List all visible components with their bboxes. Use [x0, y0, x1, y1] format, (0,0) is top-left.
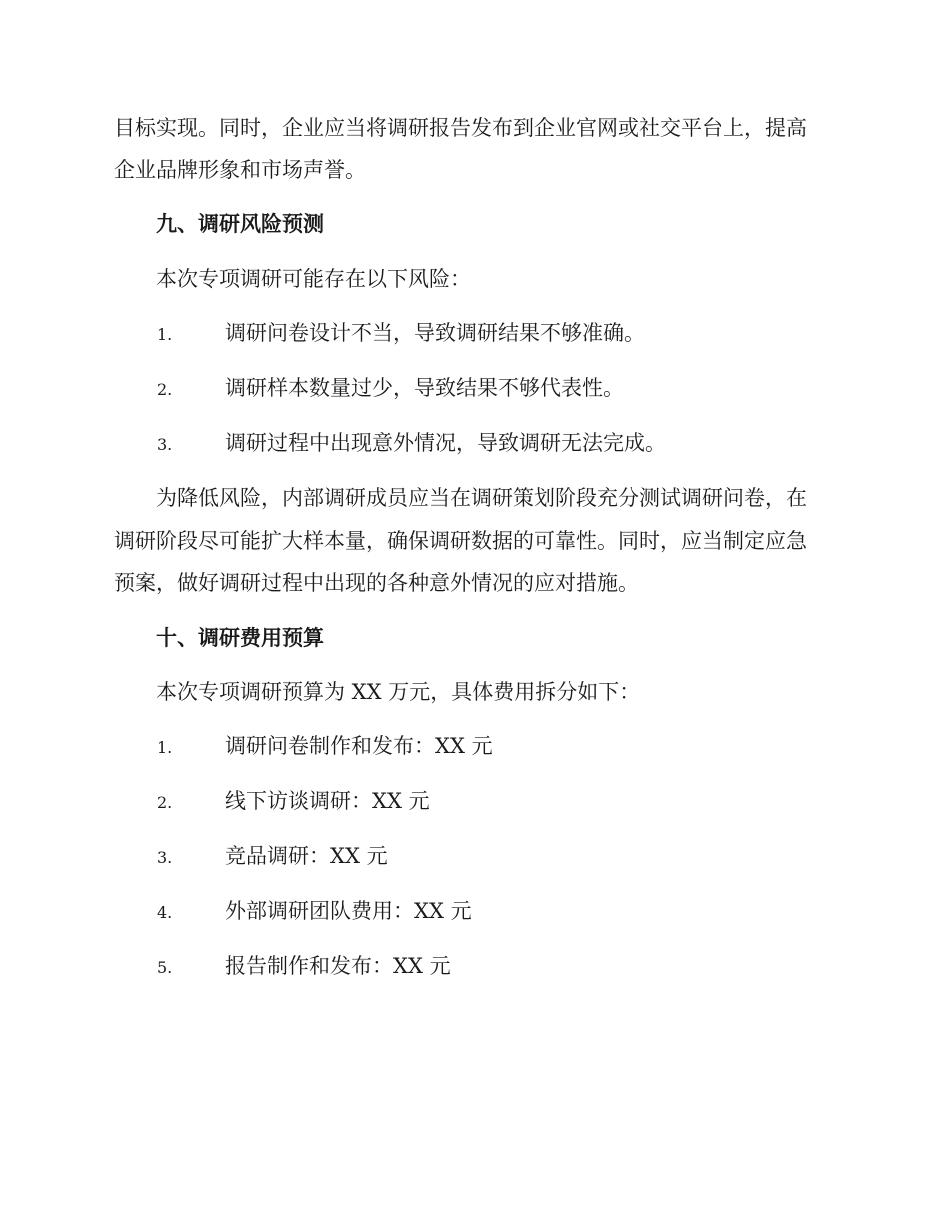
- list-item-text: 调研问卷设计不当，导致调研结果不够准确。: [225, 321, 645, 345]
- list-number: 2.: [157, 380, 173, 399]
- list-item-text: 外部调研团队费用：XX 元: [225, 899, 472, 923]
- list-number: 3.: [157, 848, 173, 867]
- list-item-text: 调研过程中出现意外情况，导致调研无法完成。: [225, 431, 666, 455]
- paragraph-line: 为降低风险，内部调研成员应当在调研策划阶段充分测试调研问卷，在: [156, 486, 807, 510]
- list-item-text: 调研样本数量过少，导致结果不够代表性。: [225, 376, 624, 400]
- paragraph-line: 调研阶段尽可能扩大样本量，确保调研数据的可靠性。同时，应当制定应急: [114, 529, 807, 553]
- list-number: 4.: [157, 903, 173, 922]
- list-number: 1.: [157, 738, 173, 757]
- list-number: 1.: [157, 325, 173, 344]
- list-number: 3.: [157, 435, 173, 454]
- paragraph-line: 目标实现。同时，企业应当将调研报告发布到企业官网或社交平台上，提高: [114, 116, 807, 140]
- list-number: 2.: [157, 793, 173, 812]
- list-item-text: 线下访谈调研：XX 元: [225, 789, 430, 813]
- list-item-text: 报告制作和发布：XX 元: [225, 954, 451, 978]
- section-intro: 本次专项调研预算为 XX 万元，具体费用拆分如下：: [156, 680, 641, 704]
- section-intro: 本次专项调研可能存在以下风险：: [156, 267, 471, 291]
- list-item-text: 竞品调研：XX 元: [225, 844, 388, 868]
- paragraph-line: 预案，做好调研过程中出现的各种意外情况的应对措施。: [114, 571, 639, 595]
- list-number: 5.: [157, 958, 173, 977]
- paragraph-line: 企业品牌形象和市场声誉。: [114, 158, 366, 182]
- section-heading: 九、调研风险预测: [156, 211, 324, 236]
- list-item-text: 调研问卷制作和发布：XX 元: [225, 734, 493, 758]
- section-heading: 十、调研费用预算: [156, 625, 324, 650]
